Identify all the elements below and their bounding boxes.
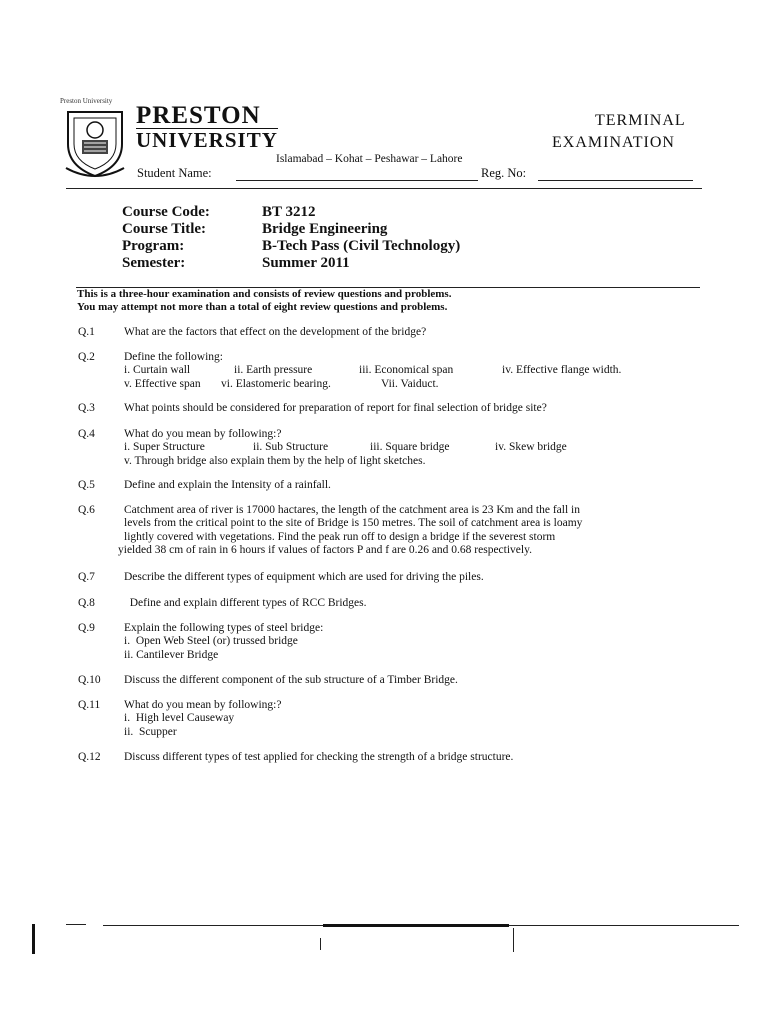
university-name-line1: PRESTON bbox=[136, 102, 261, 129]
semester-label: Semester: bbox=[122, 255, 186, 271]
sub-items-row bbox=[124, 364, 704, 377]
header-divider bbox=[66, 188, 702, 189]
student-name-field[interactable] bbox=[236, 180, 478, 181]
question-text: What points should be considered for preparation of report for final selection of bridge site? bbox=[124, 402, 547, 414]
sub-items-row bbox=[124, 441, 704, 454]
instructions bbox=[77, 288, 707, 314]
campuses: Islamabad – Kohat – Peshawar – Lahore bbox=[276, 153, 463, 165]
question-text-line bbox=[124, 531, 704, 544]
course-code-row bbox=[122, 204, 460, 221]
sub-item: iv. Effective flange width. bbox=[502, 364, 622, 377]
footer-divider bbox=[509, 925, 739, 926]
student-name-label: Student Name: bbox=[137, 166, 212, 180]
program-row bbox=[122, 238, 460, 255]
question-number: Q.2 bbox=[78, 351, 95, 363]
question-number: Q.3 bbox=[78, 402, 95, 414]
program-label: Program: bbox=[122, 238, 185, 254]
footer-divider bbox=[323, 924, 509, 927]
reg-no-label: Reg. No: bbox=[481, 166, 527, 180]
university-name-line2: UNIVERSITY bbox=[136, 128, 278, 152]
question-text: Discuss different types of test applied for checking the strength of a bridge structure. bbox=[124, 751, 514, 763]
sub-items-row bbox=[124, 635, 704, 648]
question-text-line bbox=[118, 544, 704, 557]
semester-value: Summer 2011 bbox=[262, 255, 350, 271]
exam-title-line1: TERMINAL bbox=[595, 112, 686, 129]
course-code-label: Course Code: bbox=[122, 204, 210, 220]
sub-item: ii. Scupper bbox=[124, 725, 177, 738]
text-line: levels from the critical point to the site of Bridge is 150 metres. The soil of catchment area is loamy bbox=[124, 517, 583, 530]
question-text: Describe the different types of equipment which are used for driving the piles. bbox=[124, 571, 484, 583]
course-title-label: Course Title: bbox=[122, 221, 207, 237]
sub-item: vi. Elastomeric bearing. bbox=[221, 377, 331, 390]
logo-caption: Preston University bbox=[60, 97, 113, 105]
question-text: Define and explain different types of RCC Bridges. bbox=[124, 597, 367, 609]
sub-items-row bbox=[124, 726, 704, 739]
question-number: Q.12 bbox=[78, 751, 101, 763]
sub-item: iii. Economical span bbox=[359, 364, 454, 377]
footer-dash bbox=[66, 924, 86, 925]
sub-item: i. Open Web Steel (or) trussed bridge bbox=[124, 635, 298, 648]
question-number: Q.8 bbox=[78, 597, 95, 609]
program-value: B-Tech Pass (Civil Technology) bbox=[262, 238, 461, 254]
question-text: Define and explain the Intensity of a rainfall. bbox=[124, 479, 331, 491]
footer-mark bbox=[32, 924, 35, 954]
sub-item: i. High level Causeway bbox=[124, 712, 235, 725]
sub-items-row bbox=[124, 455, 704, 468]
sub-item: ii. Sub Structure bbox=[253, 441, 329, 454]
sub-item: iv. Skew bridge bbox=[495, 441, 567, 454]
sub-item: i. Curtain wall bbox=[124, 364, 191, 377]
semester-row bbox=[122, 255, 460, 272]
sub-item: Vii. Vaiduct. bbox=[381, 377, 439, 390]
question-text: What do you mean by following:? bbox=[124, 699, 282, 711]
instruction-line: You may attempt not more than a total of eight review questions and problems. bbox=[77, 301, 448, 313]
course-info bbox=[122, 204, 460, 272]
sub-items-row bbox=[124, 712, 704, 725]
sub-item: iii. Square bridge bbox=[370, 441, 450, 454]
footer-tick bbox=[320, 938, 321, 950]
sub-item: ii. Cantilever Bridge bbox=[124, 648, 219, 661]
instruction-line: This is a three-hour examination and consists of review questions and problems. bbox=[77, 288, 452, 300]
exam-title-line2: EXAMINATION bbox=[552, 134, 675, 151]
sub-item: i. Super Structure bbox=[124, 441, 205, 454]
question-number: Q.6 bbox=[78, 504, 95, 516]
course-title-row bbox=[122, 221, 460, 238]
question-text: Catchment area of river is 17000 hactares, the length of the catchment area is 23 Km and the fall in bbox=[124, 504, 580, 516]
text-line: yielded 38 cm of rain in 6 hours if values of factors P and f are 0.26 and 0.68 respectively. bbox=[118, 544, 532, 557]
text-line: lightly covered with vegetations. Find the peak run off to design a bridge if the severest storm bbox=[124, 530, 556, 543]
question-number: Q.10 bbox=[78, 674, 101, 686]
question-text: What are the factors that effect on the development of the bridge? bbox=[124, 326, 427, 338]
sub-item: v. Effective span bbox=[124, 377, 201, 390]
reg-no-field[interactable] bbox=[538, 180, 693, 181]
sub-items-row bbox=[124, 649, 704, 662]
course-title-value: Bridge Engineering bbox=[262, 221, 388, 237]
sub-item: ii. Earth pressure bbox=[234, 364, 313, 377]
question-number: Q.1 bbox=[78, 326, 95, 338]
question-text: Define the following: bbox=[124, 351, 224, 363]
question-text: Discuss the different component of the sub structure of a Timber Bridge. bbox=[124, 674, 458, 686]
question-number: Q.4 bbox=[78, 428, 95, 440]
university-crest-logo bbox=[62, 104, 128, 180]
question-number: Q.7 bbox=[78, 571, 95, 583]
question-text: What do you mean by following:? bbox=[124, 428, 282, 440]
question-number: Q.5 bbox=[78, 479, 95, 491]
footer-divider bbox=[103, 925, 323, 926]
sub-item: v. Through bridge also explain them by the help of light sketches. bbox=[124, 454, 426, 467]
sub-items-row bbox=[124, 378, 704, 391]
footer-tick bbox=[513, 928, 514, 952]
question-text: Explain the following types of steel bridge: bbox=[124, 622, 324, 634]
question-text-line bbox=[124, 517, 704, 530]
question-number: Q.9 bbox=[78, 622, 95, 634]
course-code-value: BT 3212 bbox=[262, 204, 316, 220]
question-number: Q.11 bbox=[78, 699, 101, 711]
